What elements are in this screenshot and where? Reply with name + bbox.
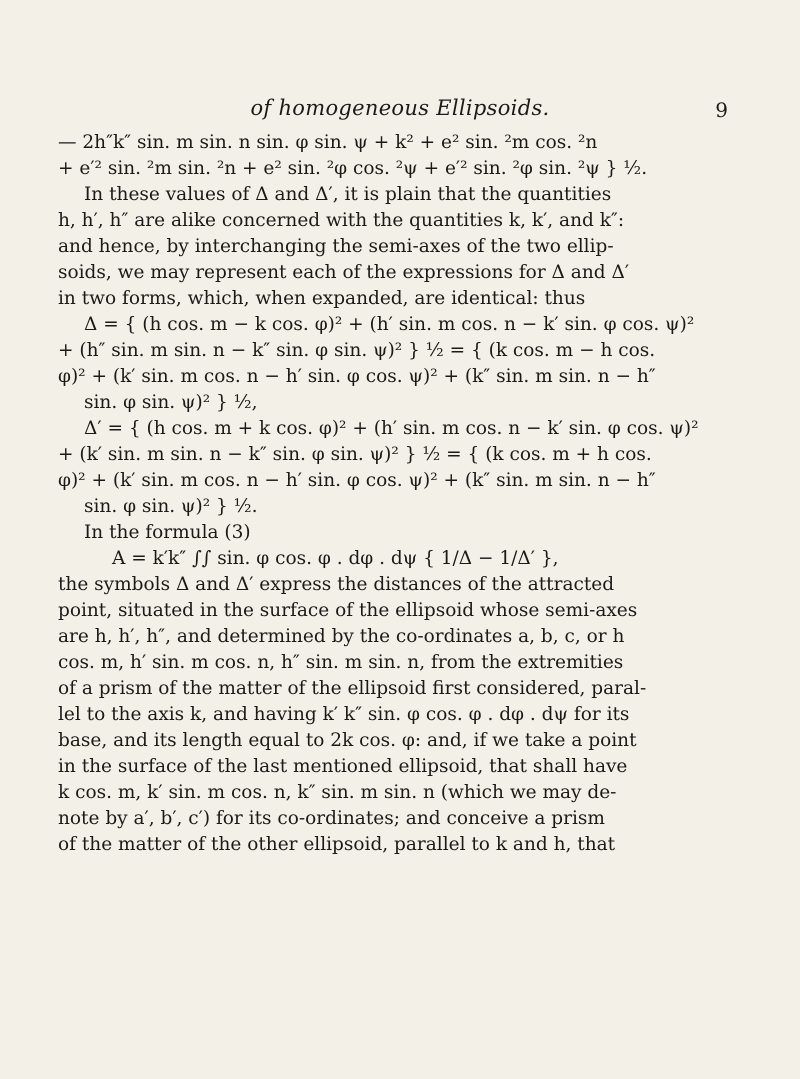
text-line: soids, we may represent each of the expressions for Δ and Δ′ (58, 262, 630, 283)
text-line: of the matter of the other ellipsoid, parallel to k and h, that (58, 834, 616, 855)
text-line: In these values of Δ and Δ′, it is plain that the quantities (84, 184, 612, 205)
text-line: h, h′, h″ are alike concerned with the quantities k, k′, and k″: (58, 210, 625, 231)
text-line: of a prism of the matter of the ellipsoid first considered, paral- (58, 678, 647, 699)
running-title: of homogeneous Ellipsoids. (250, 96, 550, 120)
formula-line: sin. φ sin. ψ)² } ½. (84, 496, 258, 517)
text-line: + e′² sin. ²m sin. ²n + e² sin. ²φ cos. ²ψ + e′² sin. ²φ sin. ²ψ } ½. (58, 158, 648, 179)
formula-line: φ)² + (k′ sin. m cos. n − h′ sin. φ cos. ψ)² + (k″ sin. m sin. n − h″ (58, 366, 656, 387)
text-line: — 2h″k″ sin. m sin. n sin. φ sin. ψ + k² + e² sin. ²m cos. ²n (58, 132, 598, 153)
text-line: the symbols Δ and Δ′ express the distances of the attracted (58, 574, 615, 595)
formula-line: + (h″ sin. m sin. n − k″ sin. φ sin. ψ)² } ½ = { (k cos. m − h cos. (58, 340, 656, 361)
formula-line: φ)² + (k′ sin. m cos. n − h′ sin. φ cos. ψ)² + (k″ sin. m sin. n − h″ (58, 470, 656, 491)
text-body (58, 130, 742, 858)
text-line: cos. m, h′ sin. m cos. n, h″ sin. m sin. n, from the extremities (58, 652, 624, 673)
formula-line: Δ = { (h cos. m − k cos. φ)² + (h′ sin. m cos. n − k′ sin. φ cos. ψ)² (84, 314, 695, 335)
formula-line: Δ′ = { (h cos. m + k cos. φ)² + (h′ sin. m cos. n − k′ sin. φ cos. ψ)² (84, 418, 699, 439)
text-line: are h, h′, h″, and determined by the co-ordinates a, b, c, or h (58, 626, 625, 647)
text-line: in two forms, which, when expanded, are identical: thus (58, 288, 586, 309)
text-line: k cos. m, k′ sin. m cos. n, k″ sin. m sin. n (which we may de- (58, 782, 617, 803)
formula-line: A = k′k″ ∫∫ sin. φ cos. φ . dφ . dψ { 1/Δ − 1/Δ′ }, (112, 548, 559, 569)
formula-line: + (k′ sin. m sin. n − k″ sin. φ sin. ψ)² } ½ = { (k cos. m + h cos. (58, 444, 652, 465)
text-line: base, and its length equal to 2k cos. φ: and, if we take a point (58, 730, 637, 751)
text-line: In the formula (3) (84, 522, 251, 543)
text-line: lel to the axis k, and having k′ k″ sin. φ cos. φ . dφ . dψ for its (58, 704, 630, 725)
text-line: and hence, by interchanging the semi-axes of the two ellip- (58, 236, 614, 257)
text-line: in the surface of the last mentioned ellipsoid, that shall have (58, 756, 628, 777)
formula-line: sin. φ sin. ψ)² } ½, (84, 392, 258, 413)
running-head (0, 96, 800, 126)
text-line: note by a′, b′, c′) for its co-ordinates; and conceive a prism (58, 808, 605, 829)
page-number: 9 (715, 98, 728, 122)
text-line: point, situated in the surface of the ellipsoid whose semi-axes (58, 600, 638, 621)
